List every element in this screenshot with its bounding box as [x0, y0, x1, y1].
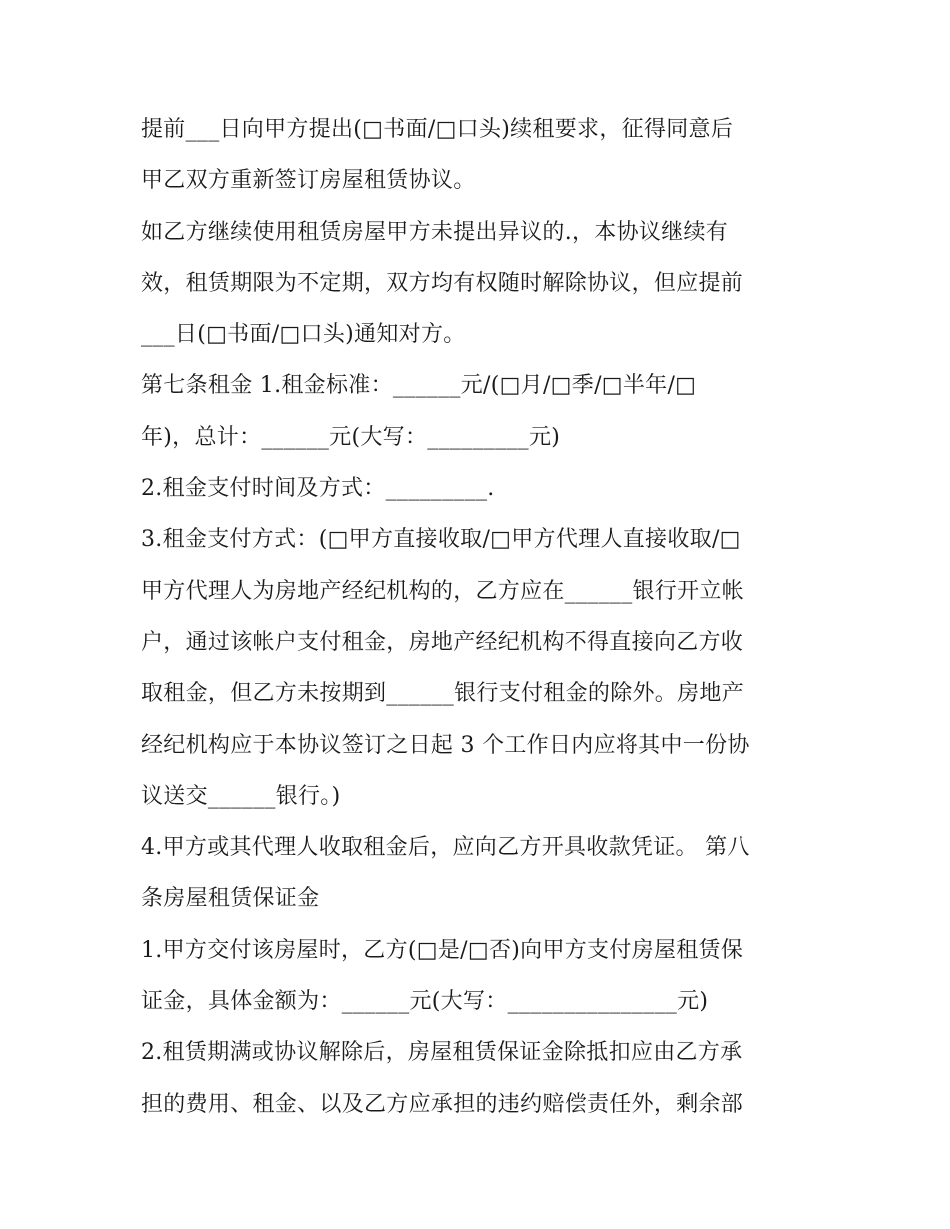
- text-line: 3.租金支付方式：(□甲方直接收取/□甲方代理人直接收取/□: [141, 527, 741, 553]
- text-line: 提前___日向甲方提出(□书面/□口头)续租要求，征得同意后: [141, 117, 734, 142]
- text-line: 甲乙双方重新签订房屋租赁协议。: [141, 168, 476, 194]
- text-line: 经纪机构应于本协议签订之日起 3 个工作日内应将其中一份协: [141, 732, 750, 758]
- text-line: 第七条租金 1.租金标准：______元/(□月/□季/□半年/□: [141, 373, 697, 399]
- text-line: ___日(□书面/□口头)通知对方。: [141, 322, 466, 348]
- text-line: 甲方代理人为房地产经纪机构的，乙方应在______银行开立帐: [141, 578, 745, 604]
- text-line: 议送交______银行。): [141, 783, 341, 809]
- text-line: 2.租赁期满或协议解除后，房屋租赁保证金除抵扣应由乙方承: [141, 1040, 743, 1066]
- text-line: 证金，具体金额为：______元(大写：_______________元): [141, 989, 709, 1015]
- text-line: 担的费用、租金、以及乙方应承担的违约赔偿责任外，剩余部: [141, 1091, 744, 1117]
- text-line: 如乙方继续使用租赁房屋甲方未提出异议的.，本协议继续有: [141, 219, 729, 245]
- text-line: 户，通过该帐户支付租金，房地产经纪机构不得直接向乙方收: [141, 629, 744, 655]
- text-line: 4.甲方或其代理人收取租金后，应向乙方开具收款凭证。 第八: [141, 835, 750, 861]
- text-line: 2.租金支付时间及方式：_________.: [141, 476, 495, 502]
- text-line: 效，租赁期限为不定期，双方均有权随时解除协议，但应提前: [141, 270, 744, 296]
- text-line: 年)，总计：______元(大写：_________元): [141, 424, 561, 450]
- text-line: 取租金，但乙方未按期到______银行支付租金的除外。房地产: [141, 681, 745, 707]
- document-body: [141, 104, 821, 1130]
- text-line: 1.甲方交付该房屋时，乙方(□是/□否)向甲方支付房屋租赁保: [141, 937, 744, 963]
- text-line: 条房屋租赁保证金: [141, 886, 320, 912]
